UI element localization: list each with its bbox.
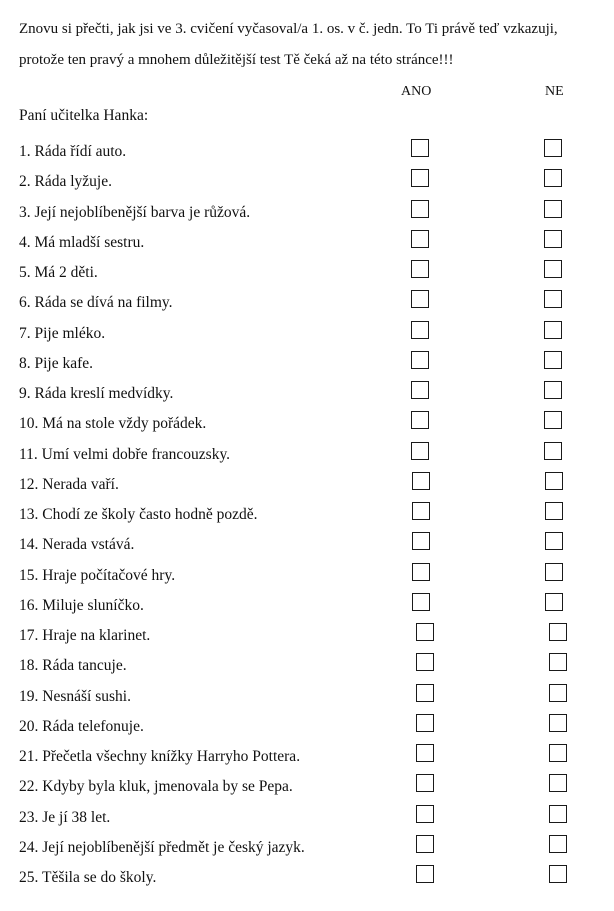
- column-header-no: NE: [545, 84, 564, 99]
- column-header-yes: ANO: [401, 84, 432, 99]
- answer-no-checkbox[interactable]: [544, 381, 562, 399]
- question-row: [0, 684, 614, 714]
- answer-yes-checkbox[interactable]: [411, 381, 429, 399]
- answer-no-checkbox[interactable]: [545, 563, 563, 581]
- answer-no-checkbox[interactable]: [544, 230, 562, 248]
- question-text: 8. Pije kafe.: [19, 354, 94, 372]
- answer-no-checkbox[interactable]: [549, 623, 567, 641]
- question-row: [0, 774, 614, 804]
- question-row: [0, 502, 614, 532]
- answer-yes-checkbox[interactable]: [416, 714, 434, 732]
- intro-text: Znovu si přečti, jak jsi ve 3. cvičení vyčasoval/a 1. os. v č. jedn. To Ti právě teď vzkazuji, protože ten pravý a mnohem důležitější test Tě čeká až na této stránce!!!: [19, 21, 558, 68]
- answer-no-checkbox[interactable]: [544, 200, 562, 218]
- answer-no-checkbox[interactable]: [544, 411, 562, 429]
- question-text: 9. Ráda kreslí medvídky.: [19, 385, 174, 402]
- answer-yes-checkbox[interactable]: [411, 411, 429, 429]
- answer-yes-checkbox[interactable]: [416, 774, 434, 792]
- question-text: 14. Nerada vstává.: [19, 536, 135, 554]
- answer-yes-checkbox[interactable]: [412, 563, 430, 581]
- question-text: 6. Ráda se dívá na filmy.: [19, 294, 173, 312]
- question-row: [0, 260, 614, 290]
- answer-no-checkbox[interactable]: [549, 774, 567, 792]
- answer-yes-checkbox[interactable]: [416, 805, 434, 823]
- answer-yes-checkbox[interactable]: [416, 865, 434, 883]
- answer-no-checkbox[interactable]: [549, 714, 567, 732]
- answer-no-checkbox[interactable]: [549, 744, 567, 762]
- question-text: 21. Přečetla všechny knížky Harryho Pottera.: [19, 748, 301, 765]
- question-row: [0, 169, 614, 199]
- question-row: [0, 835, 614, 865]
- question-text: 16. Miluje sluníčko.: [19, 596, 144, 614]
- answer-yes-checkbox[interactable]: [416, 684, 434, 702]
- answer-yes-checkbox[interactable]: [412, 502, 430, 520]
- question-row: [0, 200, 614, 230]
- question-text: 20. Ráda telefonuje.: [19, 717, 144, 735]
- answer-yes-checkbox[interactable]: [411, 442, 429, 460]
- question-text: 15. Hraje počítačové hry.: [19, 566, 176, 584]
- question-row: [0, 653, 614, 683]
- question-text: 18. Ráda tancuje.: [19, 657, 127, 675]
- answer-yes-checkbox[interactable]: [411, 290, 429, 308]
- question-text: 25. Těšila se do školy.: [19, 869, 157, 886]
- question-text: 10. Má na stole vždy pořádek.: [19, 415, 207, 433]
- answer-yes-checkbox[interactable]: [416, 623, 434, 641]
- question-text: 7. Pije mléko.: [19, 324, 106, 342]
- question-text: 5. Má 2 děti.: [19, 264, 98, 281]
- answer-yes-checkbox[interactable]: [412, 472, 430, 490]
- question-row: [0, 865, 614, 895]
- answer-no-checkbox[interactable]: [549, 653, 567, 671]
- question-row: [0, 593, 614, 623]
- question-text: 2. Ráda lyžuje.: [19, 173, 112, 191]
- answer-yes-checkbox[interactable]: [411, 260, 429, 278]
- answer-no-checkbox[interactable]: [545, 593, 563, 611]
- question-text: 22. Kdyby byla kluk, jmenovala by se Pepa.: [19, 778, 293, 796]
- answer-yes-checkbox[interactable]: [411, 200, 429, 218]
- question-row: [0, 321, 614, 351]
- question-text: 12. Nerada vaří.: [19, 475, 119, 493]
- answer-no-checkbox[interactable]: [544, 260, 562, 278]
- question-row: [0, 351, 614, 381]
- answer-yes-checkbox[interactable]: [416, 835, 434, 853]
- question-row: [0, 139, 614, 169]
- question-row: [0, 230, 614, 260]
- question-row: [0, 623, 614, 653]
- answer-no-checkbox[interactable]: [544, 442, 562, 460]
- question-row: [0, 472, 614, 502]
- answer-no-checkbox[interactable]: [549, 805, 567, 823]
- answer-no-checkbox[interactable]: [544, 169, 562, 187]
- question-row: [0, 563, 614, 593]
- question-text: 3. Její nejoblíbenější barva je růžová.: [19, 203, 251, 221]
- answer-no-checkbox[interactable]: [544, 139, 562, 157]
- answer-yes-checkbox[interactable]: [416, 744, 434, 762]
- answer-yes-checkbox[interactable]: [411, 321, 429, 339]
- answer-no-checkbox[interactable]: [545, 532, 563, 550]
- question-text: 17. Hraje na klarinet.: [19, 627, 151, 644]
- question-text: 19. Nesnáší sushi.: [19, 687, 131, 705]
- question-row: [0, 744, 614, 774]
- question-text: 23. Je jí 38 let.: [19, 808, 111, 826]
- answer-yes-checkbox[interactable]: [411, 230, 429, 248]
- question-row: [0, 532, 614, 562]
- answer-no-checkbox[interactable]: [549, 865, 567, 883]
- question-row: [0, 411, 614, 441]
- question-text: 1. Ráda řídí auto.: [19, 143, 127, 160]
- question-row: [0, 805, 614, 835]
- subject-heading: Paní učitelka Hanka:: [19, 107, 149, 124]
- answer-yes-checkbox[interactable]: [411, 169, 429, 187]
- question-text: 11. Umí velmi dobře francouzsky.: [19, 445, 231, 463]
- answer-no-checkbox[interactable]: [544, 290, 562, 308]
- answer-no-checkbox[interactable]: [544, 321, 562, 339]
- answer-no-checkbox[interactable]: [549, 684, 567, 702]
- question-row: [0, 714, 614, 744]
- answer-yes-checkbox[interactable]: [412, 532, 430, 550]
- question-text: 13. Chodí ze školy často hodně pozdě.: [19, 506, 258, 523]
- answer-yes-checkbox[interactable]: [411, 351, 429, 369]
- answer-no-checkbox[interactable]: [544, 351, 562, 369]
- question-text: 24. Její nejoblíbenější předmět je český jazyk.: [19, 838, 305, 856]
- answer-no-checkbox[interactable]: [545, 502, 563, 520]
- question-text: 4. Má mladší sestru.: [19, 233, 145, 251]
- answer-yes-checkbox[interactable]: [411, 139, 429, 157]
- question-row: [0, 290, 614, 320]
- answer-yes-checkbox[interactable]: [412, 593, 430, 611]
- question-row: [0, 381, 614, 411]
- question-row: [0, 442, 614, 472]
- answer-no-checkbox[interactable]: [549, 835, 567, 853]
- answer-no-checkbox[interactable]: [545, 472, 563, 490]
- answer-yes-checkbox[interactable]: [416, 653, 434, 671]
